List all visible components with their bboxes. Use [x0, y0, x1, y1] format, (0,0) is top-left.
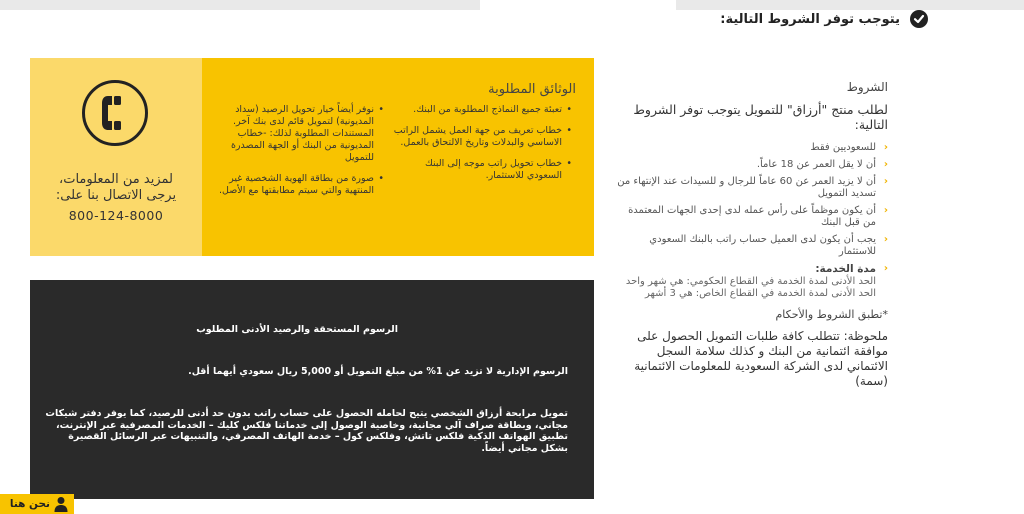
conditions-header-title: يتوجب توفر الشروط التالية:	[720, 11, 900, 27]
documents-panel	[30, 58, 594, 256]
check-circle-icon	[910, 10, 928, 28]
chevron-left-icon: ‹	[883, 176, 888, 187]
fees-description: تمويل مرابحة أرزاق الشخصي يتيح لحامله الحصول على حساب راتب بدون حد أدنى للرصيد، كما يوفر دفتر شيكات مجاني، وبطاقة صراف آلي مجانية، وخاصية الوصول إلى خدماتنا فلكس كليك – الخدمات المصرفية عبر الإنترنت، تطبيق الهواتف الذكية فلكس تاتش، وفلكس كول – خدمة الهاتف المصرفي، والتنبيهات عبر الرسائل القصيرة بشكل مجاني أيضاً.	[45, 408, 568, 454]
phone-icon[interactable]	[82, 80, 148, 146]
terms-section	[612, 80, 888, 389]
documents-title: الوثائق المطلوبة	[488, 82, 576, 97]
terms-intro: لطلب منتج "أرزاق" للتمويل يتوجب توفر الشروط التالية:	[633, 102, 888, 132]
document-item: • خطاب تحويل راتب موجه إلى البنك السعودي للاستثمار.	[392, 158, 572, 182]
service-period-title: مدة الخدمة:	[815, 263, 876, 275]
chevron-left-icon: ‹	[883, 234, 888, 245]
credit-note: ملحوظة: تتطلب كافة طلبات التمويل الحصول على موافقة ائتمانية من البنك و كذلك سلامة السجل الائتماني لدى الشركة السعودية للمعلومات الائتمانية (سمة)	[634, 329, 888, 388]
terms-title: الشروط	[846, 80, 888, 94]
apply-terms-text: *تطبق الشروط والأحكام	[775, 308, 888, 321]
condition-text: يجب أن يكون لدى العميل حساب راتب بالبنك السعودي للاستثمار	[649, 234, 876, 257]
chevron-left-icon: ‹	[883, 159, 888, 170]
conditions-list	[612, 142, 888, 300]
chevron-left-icon: ‹	[883, 263, 888, 274]
contact-text	[30, 172, 202, 204]
condition-text: للسعوديين فقط	[810, 142, 876, 153]
chat-button-label: نحن هنا	[9, 498, 50, 510]
condition-text: أن لا يزيد العمر عن 60 عاماً للرجال و للسيدات عند الإنتهاء من تسديد التمويل	[617, 176, 876, 199]
contact-text-line1: لمزيد من المعلومات،	[59, 172, 173, 187]
document-item: • خطاب تعريف من جهة العمل يشمل الراتب الاساسي والبدلات وتاريخ الالتحاق بالعمل.	[392, 125, 572, 149]
document-item: • نوفر أيضاً خيار تحويل الرصيد (سداد المديونية) لتمويل قائم لدى بنك آخر. المستندات المطلوبة لذلك: -خطاب المديونية من البنك أو الجهة المصدرة للتمويل	[204, 104, 384, 164]
user-icon	[54, 496, 68, 512]
service-period-private: الحد الأدنى لمدة الخدمة في القطاع الخاص: هي 3 أشهر	[644, 288, 876, 299]
document-item: • صورة من بطاقة الهوية الشخصية غير المنتهية والتي سيتم مطابقتها مع الأصل.	[204, 173, 384, 197]
chevron-left-icon: ‹	[883, 205, 888, 216]
condition-item	[612, 234, 888, 258]
service-period-item	[612, 263, 888, 300]
contact-box	[30, 58, 202, 256]
documents-list-left	[204, 104, 384, 206]
condition-item	[612, 205, 888, 229]
fees-panel	[30, 280, 594, 499]
contact-text-line2: يرجى الاتصال بنا على:	[55, 188, 177, 203]
chat-button[interactable]	[0, 494, 74, 514]
condition-item	[612, 176, 888, 200]
fees-title: الرسوم المستحقة والرصيد الأدنى المطلوب	[196, 324, 398, 335]
top-tab-bar-left	[0, 0, 480, 10]
document-item: • تعبئة جميع النماذج المطلوبة من البنك.	[392, 104, 572, 116]
condition-item	[612, 159, 888, 171]
condition-item	[612, 142, 888, 154]
admin-fees-text: الرسوم الإدارية لا تزيد عن 1% من مبلغ التمويل أو 5,000 ريال سعودي أيهما أقل.	[188, 366, 568, 377]
service-period-government: الحد الأدنى لمدة الخدمة في القطاع الحكومي: هي شهر واحد	[625, 276, 876, 287]
documents-list-right	[392, 104, 572, 191]
required-documents-box	[202, 58, 594, 256]
chevron-left-icon: ‹	[883, 142, 888, 153]
condition-text: أن لا يقل العمر عن 18 عاماً.	[756, 159, 876, 170]
conditions-header	[720, 8, 928, 30]
condition-text: أن يكون موظماً على رأس عمله لدى إحدى الجهات المعتمدة من قبل البنك	[628, 205, 876, 228]
contact-phone-number[interactable]: 800-124-8000	[68, 208, 164, 223]
